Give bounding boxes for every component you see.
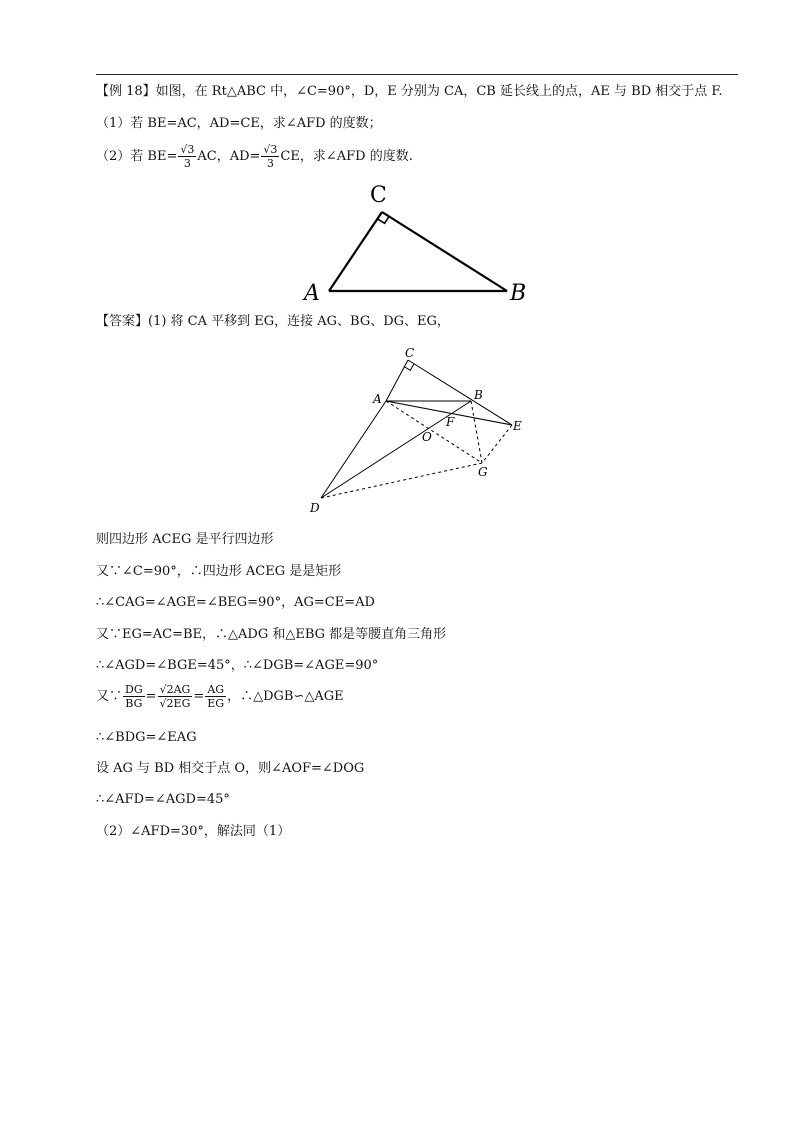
fraction-denominator: √2EG <box>159 697 191 710</box>
solution-step-6 <box>96 683 344 710</box>
part-2-middle: AC，AD= <box>197 149 261 164</box>
side-ac <box>329 212 382 291</box>
dashed-lines <box>321 401 512 498</box>
side-cb <box>382 212 507 291</box>
label-o: O <box>422 430 432 444</box>
problem-part-2 <box>96 143 413 170</box>
label-f: F <box>446 415 455 429</box>
solution-step-7: ∴∠BDG=∠EAG <box>96 730 197 745</box>
label-b: B <box>510 281 527 306</box>
segment-dg <box>321 463 482 498</box>
fraction-numerator: √2AG <box>158 683 193 697</box>
fraction-denominator: BG <box>125 697 143 710</box>
segment-bg <box>471 401 482 463</box>
answer-intro: 【答案】(1) 将 CA 平移到 EG，连接 AG、BG、DG、EG， <box>96 314 450 329</box>
segment-ca <box>386 360 408 401</box>
step-6-suffix: ，∴△DGB∽△AGE <box>227 689 344 704</box>
solution-step-1: 则四边形 ACEG 是平行四边形 <box>96 532 274 547</box>
label-d: D <box>310 501 320 515</box>
fraction-numerator: √3 <box>180 143 195 156</box>
solution-step-9: ∴∠AFD=∠AGD=45° <box>96 792 230 807</box>
fraction-denominator: 3 <box>183 157 191 170</box>
equals-sign: = <box>145 689 157 704</box>
triangle-abc <box>329 212 507 291</box>
fraction-numerator: √3 <box>263 143 278 156</box>
solution-step-8: 设 AG 与 BD 相交于点 O，则∠AOF=∠DOG <box>96 761 365 776</box>
dg-over-bg-fraction <box>123 683 145 710</box>
label-e: E <box>513 419 522 433</box>
label-c: C <box>370 183 387 208</box>
point-labels <box>309 346 522 515</box>
header-rule <box>96 74 738 75</box>
label-a: A <box>304 281 320 306</box>
construction-figure <box>290 340 550 520</box>
segment-eg <box>482 425 512 463</box>
sqrt3-over-3-fraction <box>178 143 196 170</box>
part-2-suffix: CE，求∠AFD 的度数. <box>280 149 413 164</box>
triangle-abc-figure <box>296 176 536 306</box>
sqrt3-over-3-fraction <box>261 143 279 170</box>
equals-sign: = <box>193 689 205 704</box>
sqrt2ag-over-sqrt2eg-fraction <box>158 683 193 710</box>
solution-step-2: 又∵∠C=90°，∴四边形 ACEG 是是矩形 <box>96 564 342 579</box>
step-6-prefix: 又∵ <box>96 689 123 704</box>
solution-step-4: 又∵EG=AC=BE，∴△ADG 和△EBG 都是等腰直角三角形 <box>96 627 447 642</box>
solution-step-3: ∴∠CAG=∠AGE=∠BEG=90°，AG=CE=AD <box>96 595 375 610</box>
label-g: G <box>478 465 488 479</box>
label-c: C <box>405 346 415 360</box>
solution-part-2-answer: （2）∠AFD=30°，解法同（1） <box>96 824 291 839</box>
problem-statement: 【例 18】如图，在 Rt△ABC 中，∠C=90°，D，E 分别为 CA，CB 延长线上的点，AE 与 BD 相交于点 F. <box>96 84 723 99</box>
label-b: B <box>474 388 483 402</box>
ag-over-eg-fraction <box>205 683 226 710</box>
fraction-denominator: 3 <box>266 157 274 170</box>
label-a: A <box>373 392 382 406</box>
fraction-numerator: AG <box>205 683 226 697</box>
part-2-prefix: （2）若 BE= <box>96 149 178 164</box>
segment-ad <box>321 401 386 498</box>
solution-step-5: ∴∠AGD=∠BGE=45°，∴∠DGB=∠AGE=90° <box>96 658 379 673</box>
problem-part-1: （1）若 BE=AC，AD=CE，求∠AFD 的度数； <box>96 116 382 131</box>
fraction-denominator: EG <box>207 697 225 710</box>
fraction-numerator: DG <box>125 683 143 696</box>
